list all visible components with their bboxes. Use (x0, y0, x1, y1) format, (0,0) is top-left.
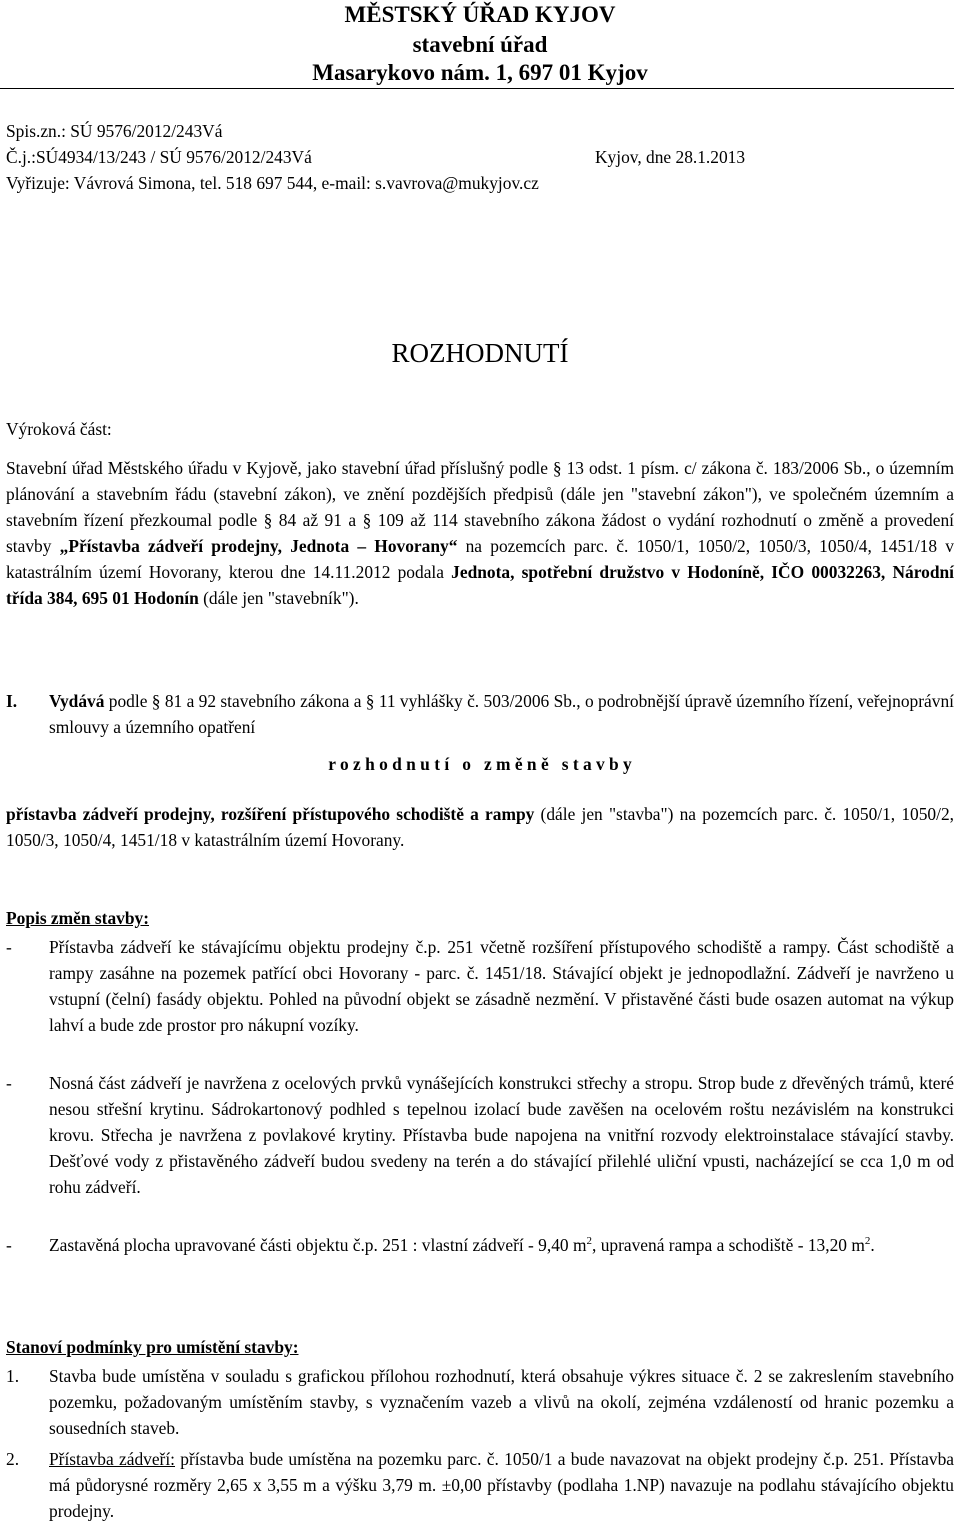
change-item (6, 1232, 954, 1258)
condition-subject: Přístavba zádveří: (49, 1449, 176, 1469)
section-i-text: podle § 81 a 92 stavebního zákona a § 11 vyhlášky č. 503/2006 Sb., o podrobnější úpravě územního řízení, veřejnoprávní smlouvy a územního opatření (49, 691, 954, 737)
intro-paragraph (6, 455, 954, 611)
project-name: „Přístavba zádveří prodejny, Jednota – Hovorany“ (59, 536, 458, 556)
intro-text-1: Stavební úřad Městského úřadu v Kyjově, jako stavební úřad příslušný podle § 13 odst. 1 písm. c/ zákona č. 183/2006 Sb., o územním plánování a stavebním řádu (stavební zákon), ve znění pozdějších předpisů (dále jen "stavební zákon"), ve společném územním a stavebním řízení přezkoumal podle § 84 až 91 a § 109 až 114 stavebního zákona žádost o vydání rozhodnutí o změně a provedení stavby (6, 458, 954, 556)
change-item-text (49, 1232, 954, 1258)
operative-part-label: Výroková část: (6, 419, 112, 439)
object-location: (dále jen "stavba") na pozemcích parc. č. 1050/1, 1050/2, 1050/3, 1050/4, 1451/18 v katastrálním území Hovorany. (6, 804, 955, 850)
department-name: stavební úřad (412, 32, 548, 57)
list-dash: - (6, 937, 12, 957)
office-name: MĚSTSKÝ ÚŘAD KYJOV (344, 2, 616, 27)
reference-number: Č.j.:SÚ4934/13/243 / SÚ 9576/2012/243Vá (6, 147, 312, 167)
area-text-1: Zastavěná plocha upravované části objektu č.p. 251 : vlastní zádveří - 9,40 m (49, 1235, 587, 1255)
decision-title: r o z h o d n u t í o z m ě n ě s t a v b y (328, 754, 632, 774)
contact-info: Vyřizuje: Vávrová Simona, tel. 518 697 544, e-mail: s.vavrova@mukyjov.cz (6, 173, 539, 193)
object-paragraph (6, 801, 954, 853)
section-number: I. (6, 691, 18, 711)
applicant-name: Jednota, spotřební družstvo v Hodoníně, IČO 00032263, Národní třída 384, 695 01 Hodonín (6, 562, 954, 608)
header-rule (0, 88, 954, 89)
section-i-paragraph (49, 688, 954, 740)
condition-number: 2. (6, 1449, 20, 1469)
list-dash: - (6, 1073, 12, 1093)
list-dash: - (6, 1235, 12, 1255)
area-text-3: . (870, 1235, 875, 1255)
change-item-text: Nosná část zádveří je navržena z ocelových prvků vynášejících konstrukci střechy a stropu. Strop bude z dřevěných trámů, které nesou střešní krytinu. Sádrokartonový podhled s tepelnou izolací bude zavěšen na ocelovém roštu nezávislém na konstrukci krovu. Střecha je navržena z povlakové krytiny. Přístavba bude napojena na vnitřní rozvody elektroinstalace stávající stavby. Dešťové vody z přistavěného zádveří budou svedeny na terén a do stávající přilehlé uliční vpusti, nacházející se cca 1,0 m od rohu zádveří. (49, 1073, 954, 1197)
area-text-2: , upravená rampa a schodiště - 13,20 m (592, 1235, 865, 1255)
issues-verb: Vydává (49, 691, 105, 711)
conditions-heading-text: Stanoví podmínky pro umístění stavby: (6, 1337, 299, 1357)
condition-number: 1. (6, 1366, 20, 1386)
condition-body: přístavba bude umístěna na pozemku parc. č. 1050/1 a bude navazovat na objekt prodejny č.p. 251. Přístavba má půdorysné rozměry 2,65 x 3,55 m a výšku 3,79 m. ±0,00 přístavby (podlaha 1.NP) navazuje na podlahu stávajícího objektu prodejny. (49, 1449, 954, 1521)
change-item-text: Přístavba zádveří ke stávajícímu objektu prodejny č.p. 251 včetně rozšíření přístupového schodiště a rampy. Část schodiště a rampy zasáhne na pozemek patřící obci Hovorany - parc. č. 1451/18. Stávající objekt je jednopodlažní. Zádveří je navrženo u vstupní (čelní) fasády objektu. Pohled na původní objekt se zásadně nezmění. V přistavěné části bude osazen automat na výkup lahví a bude zde prostor pro nákupní vozíky. (49, 937, 954, 1035)
file-number: Spis.zn.: SÚ 9576/2012/243Vá (6, 121, 223, 141)
superscript: 2 (586, 1235, 592, 1248)
condition-item (6, 1363, 954, 1441)
intro-text-3: (dále jen "stavebník"). (198, 588, 359, 608)
condition-item (6, 1446, 954, 1524)
condition-text: Stavba bude umístěna v souladu s grafickou přílohou rozhodnutí, která obsahuje výkres situace č. 2 se zakreslením stavebního pozemku, požadovaným umístěním stavby, s vyznačením vazeb a vlivů na okolí, zejména vzdáleností od hranic pozemku a sousedních staveb. (49, 1366, 954, 1438)
object-name: přístavba zádveří prodejny, rozšíření přístupového schodiště a rampy (6, 804, 535, 824)
document-title: ROZHODNUTÍ (391, 338, 569, 368)
change-item (6, 1070, 954, 1200)
changes-heading: Popis změn stavby: (6, 908, 149, 928)
office-address: Masarykovo nám. 1, 697 01 Kyjov (312, 60, 648, 85)
conditions-heading (6, 1334, 299, 1360)
change-item (6, 934, 954, 1038)
intro-text-2: na pozemcích parc. č. 1050/1, 1050/2, 1050/3, 1050/4, 1451/18 v katastrálním území Hovorany, kterou dne 14.11.2012 podala (6, 536, 954, 582)
place-date: Kyjov, dne 28.1.2013 (595, 147, 746, 167)
superscript: 2 (864, 1235, 871, 1248)
condition-text (49, 1446, 954, 1524)
